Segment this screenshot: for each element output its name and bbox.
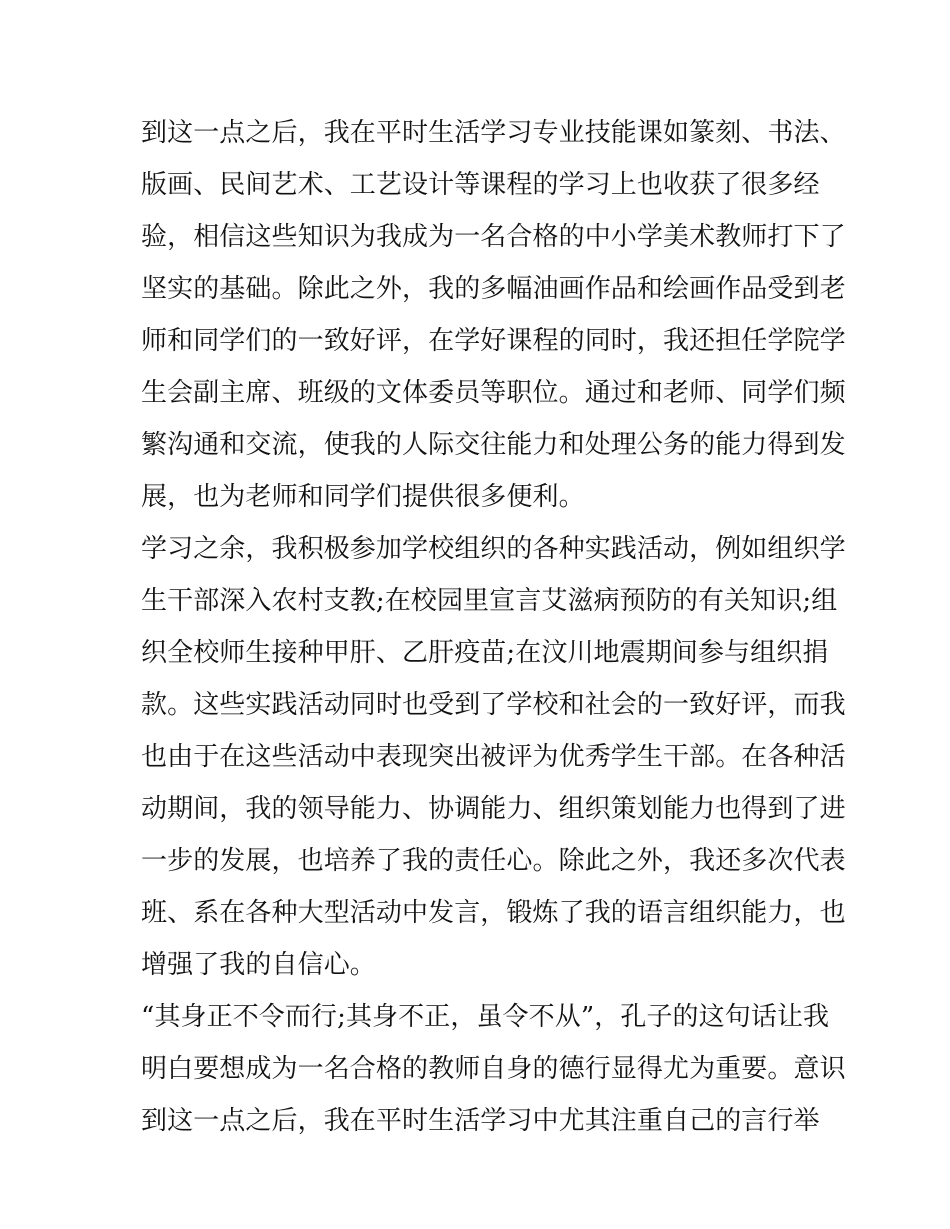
text-line: 到这一点之后，我在平时生活学习中尤其注重自己的言行举 <box>141 1106 820 1136</box>
document-body <box>141 107 846 1147</box>
text-line: 到这一点之后，我在平时生活学习专业技能课如篆刻、书法、 <box>141 118 846 148</box>
text-line: 坚实的基础。除此之外，我的多幅油画作品和绘画作品受到老 <box>141 274 846 304</box>
text-line: 也由于在这些活动中表现突出被评为优秀学生干部。在各种活 <box>141 742 846 772</box>
text-line: 展，也为老师和同学们提供很多便利。 <box>141 482 585 512</box>
text-line: 师和同学们的一致好评，在学好课程的同时，我还担任学院学 <box>141 326 846 356</box>
text-line: 明白要想成为一名合格的教师自身的德行显得尤为重要。意识 <box>141 1054 846 1084</box>
text-line: 繁沟通和交流，使我的人际交往能力和处理公务的能力得到发 <box>141 430 846 460</box>
text-line: 动期间，我的领导能力、协调能力、组织策划能力也得到了进 <box>141 794 846 824</box>
text-line: 验，相信这些知识为我成为一名合格的中小学美术教师打下了 <box>141 222 846 252</box>
text-line: 生会副主席、班级的文体委员等职位。通过和老师、同学们频 <box>141 378 846 408</box>
text-line: “其身正不令而行;其身不正，虽令不从”，孔子的这句话让我 <box>141 1002 830 1032</box>
text-line: 款。这些实践活动同时也受到了学校和社会的一致好评，而我 <box>141 690 846 720</box>
text-line: 织全校师生接种甲肝、乙肝疫苗;在汶川地震期间参与组织捐 <box>141 638 829 668</box>
text-line: 生干部深入农村支教;在校园里宣言艾滋病预防的有关知识;组 <box>141 586 838 616</box>
text-line: 学习之余，我积极参加学校组织的各种实践活动，例如组织学 <box>141 534 846 564</box>
text-line: 一步的发展，也培养了我的责任心。除此之外，我还多次代表 <box>141 846 846 876</box>
text-line: 增强了我的自信心。 <box>141 950 376 980</box>
text-line: 版画、民间艺术、工艺设计等课程的学习上也收获了很多经 <box>141 170 820 200</box>
text-line: 班、系在各种大型活动中发言，锻炼了我的语言组织能力，也 <box>141 898 846 928</box>
